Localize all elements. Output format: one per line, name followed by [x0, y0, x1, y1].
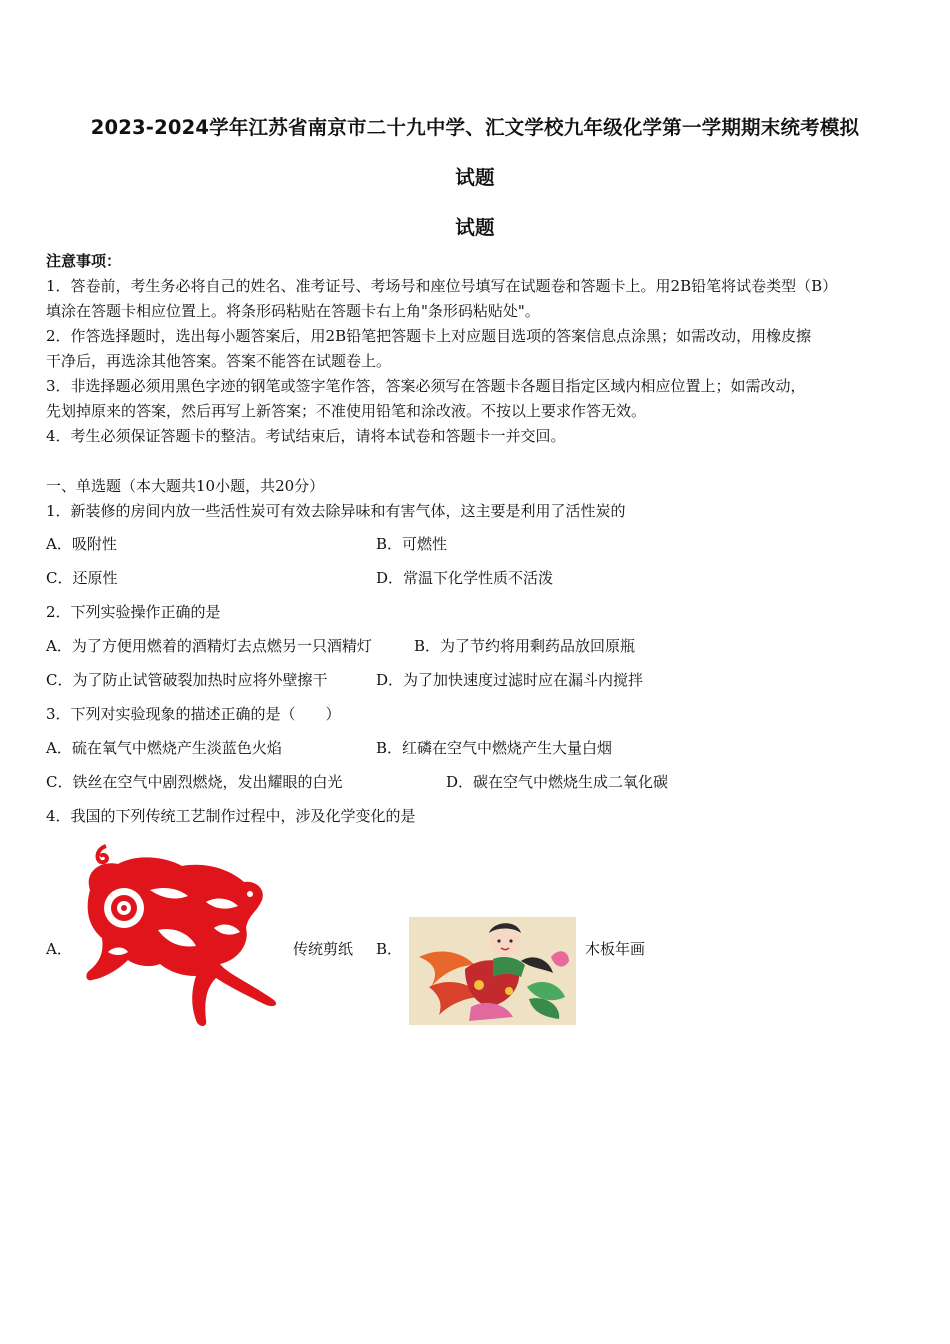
q1-option-d: D．常温下化学性质不活泼 — [376, 569, 554, 587]
q4-option-b-caption: 木板年画 — [585, 940, 646, 958]
notice-line: 1．答卷前，考生务必将自己的姓名、准考证号、考场号和座位号填写在试题卷和答题卡上。用2B铅笔将试卷类型（B） — [46, 277, 838, 295]
papercut-pig-image — [78, 842, 290, 1032]
q1-option-c: C．还原性 — [46, 569, 118, 587]
q2-option-d: D．为了加快速度过滤时应在漏斗内搅拌 — [376, 671, 644, 689]
notice-line: 4．考生必须保证答题卡的整洁。考试结束后，请将本试卷和答题卡一并交回。 — [46, 427, 566, 445]
notice-line: 干净后，再选涂其他答案。答案不能答在试题卷上。 — [46, 352, 392, 370]
question-stem-3: 3．下列对实验现象的描述正确的是（ ） — [46, 705, 341, 723]
notice-line: 2．作答选择题时，选出每小题答案后，用2B铅笔把答题卡上对应题目选项的答案信息点涂黑；如需改动，用橡皮擦 — [46, 327, 812, 345]
notice-line: 填涂在答题卡相应位置上。将条形码粘贴在答题卡右上角"条形码粘贴处"。 — [46, 302, 540, 320]
q1-option-a: A．吸附性 — [46, 535, 117, 553]
exam-title-line2: 试题 — [455, 166, 495, 189]
q4-option-a-caption: 传统剪纸 — [293, 940, 354, 958]
notice-line: 3．非选择题必须用黑色字迹的钢笔或签字笔作答，答案必须写在答题卡各题目指定区域内相应位置上；如需改动， — [46, 377, 806, 395]
exam-subtitle: 试题 — [455, 216, 495, 239]
question-stem-1: 1．新装修的房间内放一些活性炭可有效去除异味和有害气体，这主要是利用了活性炭的 — [46, 502, 626, 520]
q2-option-b: B．为了节约将用剩药品放回原瓶 — [414, 637, 636, 655]
q2-option-a: A．为了方便用燃着的酒精灯去点燃另一只酒精灯 — [46, 637, 372, 655]
section-heading: 一、单选题（本大题共10小题，共20分） — [46, 477, 325, 495]
q4-option-a-letter: A． — [46, 940, 72, 958]
q3-option-b: B．红磷在空气中燃烧产生大量白烟 — [376, 739, 613, 757]
q3-option-d: D．碳在空气中燃烧生成二氧化碳 — [446, 773, 669, 791]
question-stem-2: 2．下列实验操作正确的是 — [46, 603, 221, 621]
notice-heading: 注意事项： — [46, 252, 122, 270]
q3-option-c: C．铁丝在空气中剧烈燃烧，发出耀眼的白光 — [46, 773, 343, 791]
q1-option-b: B．可燃性 — [376, 535, 448, 553]
q3-option-a: A．硫在氧气中燃烧产生淡蓝色火焰 — [46, 739, 282, 757]
exam-title-line1: 2023-2024学年江苏省南京市二十九中学、汇文学校九年级化学第一学期期末统考模拟 — [90, 116, 860, 139]
notice-line: 先划掉原来的答案，然后再写上新答案；不准使用铅笔和涂改液。不按以上要求作答无效。 — [46, 402, 647, 420]
q4-option-b-letter: B． — [376, 940, 403, 958]
woodblock-print-image — [409, 917, 576, 1025]
q2-option-c: C．为了防止试管破裂加热时应将外壁擦干 — [46, 671, 328, 689]
question-stem-4: 4．我国的下列传统工艺制作过程中，涉及化学变化的是 — [46, 807, 416, 825]
